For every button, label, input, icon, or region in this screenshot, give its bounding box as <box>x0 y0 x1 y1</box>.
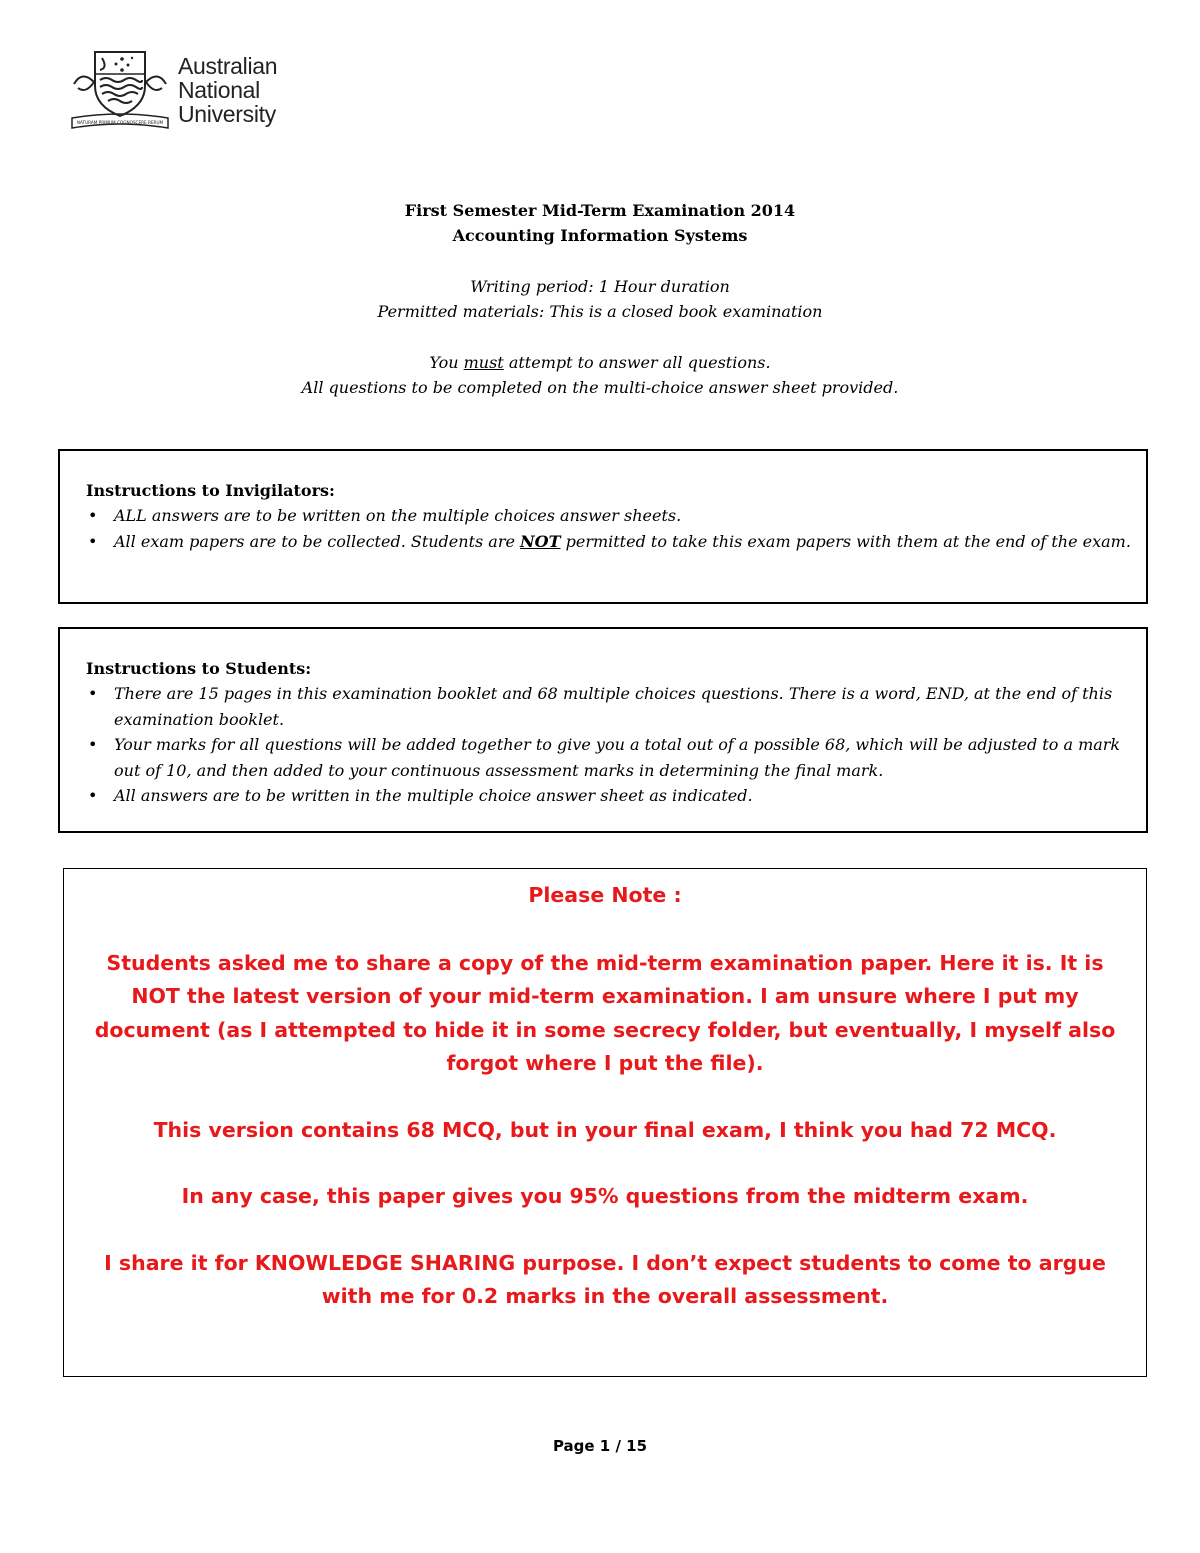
answer-sheet-instruction: All questions to be completed on the multi-choice answer sheet provided. <box>301 378 899 397</box>
attempt-must: must <box>463 353 504 372</box>
invigilators-box <box>58 449 1148 604</box>
note-paragraph-3: In any case, this paper gives you 95% questions from the midterm exam. <box>181 1184 1029 1208</box>
note-paragraph-1: Students asked me to share a copy of the mid-term examination paper. Here it is. It is NOT the latest version of your mid-term examination. I am unsure where I put my document (as I attempted to hide it in some secrecy folder, but eventually, I myself also forgot where I put the file). <box>94 950 1116 1075</box>
list-item <box>86 681 1136 732</box>
list-item <box>86 732 1136 783</box>
list-item <box>86 503 1136 529</box>
anu-logo <box>70 48 310 133</box>
attempt-post: attempt to answer all questions. <box>503 353 771 372</box>
course-title: Accounting Information Systems <box>452 226 748 245</box>
logo-line-2: National <box>178 77 260 103</box>
students-item-3: All answers are to be written in the multiple choice answer sheet as indicated. <box>114 786 753 805</box>
bullet-icon: • <box>88 684 98 703</box>
crest-motto: NATURAM PRIMUM COGNOSCERE RERUM <box>76 120 164 125</box>
invigilators-item-1: ALL answers are to be written on the multiple choices answer sheets. <box>114 506 682 525</box>
bullet-icon: • <box>88 735 98 754</box>
note-paragraph-2: This version contains 68 MCQ, but in your final exam, I think you had 72 MCQ. <box>153 1117 1057 1142</box>
invigilators-title: Instructions to Invigilators: <box>86 481 335 500</box>
students-title: Instructions to Students: <box>86 659 312 678</box>
invigilators-item-2-emph: NOT <box>520 531 561 551</box>
anu-crest-icon <box>70 48 170 133</box>
invigilators-item-2-pre: All exam papers are to be collected. Students are <box>114 531 521 551</box>
logo-wordmark <box>178 54 277 126</box>
exam-header <box>0 198 1200 400</box>
students-item-2: Your marks for all questions will be added together to give you a total out of a possible 68, which will be adjusted to a mark out of 10, and then added to your continuous assessment marks in determining the final mark. <box>114 735 1121 780</box>
students-list <box>86 681 1136 809</box>
invigilators-item-2-post: permitted to take this exam papers with them at the end of the exam. <box>560 531 1131 551</box>
permitted-materials: Permitted materials: This is a closed book examination <box>377 302 823 321</box>
exam-title: First Semester Mid-Term Examination 2014 <box>404 201 796 220</box>
list-item <box>86 783 1136 809</box>
list-item <box>86 529 1136 555</box>
logo-line-1: Australian <box>178 53 278 79</box>
note-paragraph-4: I share it for KNOWLEDGE SHARING purpose. I don’t expect students to come to argue with me for 0.2 marks in the overall assessment. <box>104 1250 1106 1308</box>
writing-period: Writing period: 1 Hour duration <box>470 277 730 296</box>
logo-line-3: University <box>178 101 276 127</box>
students-item-1: There are 15 pages in this examination booklet and 68 multiple choices questions. There is a word, END, at the end of this examination booklet. <box>114 684 1113 729</box>
please-note-box <box>63 868 1147 1377</box>
page-number: Page 1 / 15 <box>552 1437 648 1455</box>
bullet-icon: • <box>88 786 98 805</box>
students-box <box>58 627 1148 833</box>
bullet-icon: • <box>88 506 98 525</box>
invigilators-list <box>86 503 1136 554</box>
bullet-icon: • <box>88 531 98 551</box>
attempt-pre: You <box>429 353 464 372</box>
attempt-instruction <box>0 350 1200 375</box>
note-heading: Please Note : <box>528 883 682 907</box>
